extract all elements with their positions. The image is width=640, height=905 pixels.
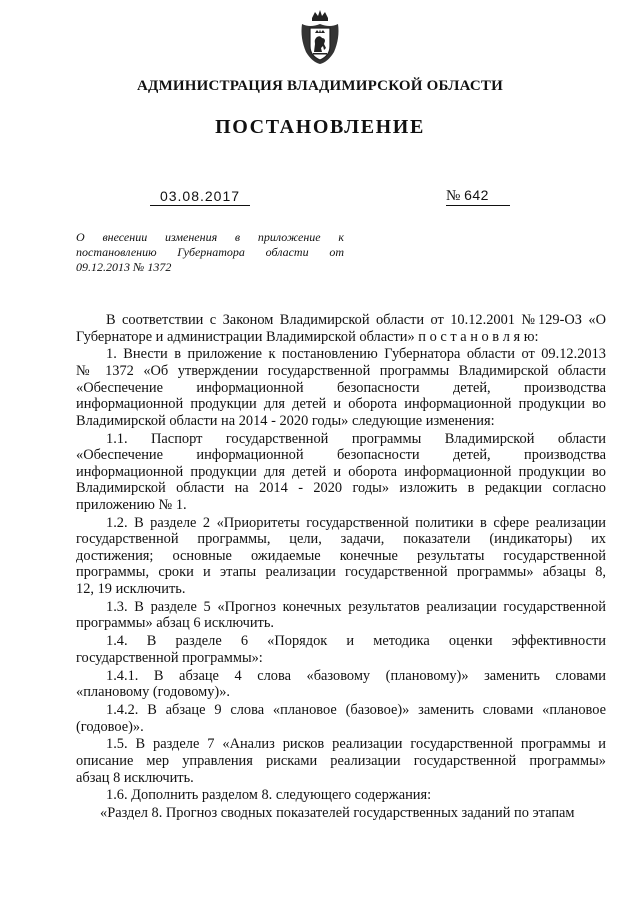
paragraph-item-1-4-2 <box>76 702 606 735</box>
paragraph-item-1-4-1 <box>76 668 606 701</box>
text-line: программы» абзац 6 исключить. <box>76 615 274 632</box>
text-line: 1.3. В разделе 5 «Прогноз конечных результатов реализации государственной <box>106 598 606 615</box>
paragraph-preamble <box>76 312 606 345</box>
text-line: 1.2. В разделе 2 «Приоритеты государственной политики в сфере реализации <box>106 514 606 531</box>
number-value: 642 <box>464 187 489 203</box>
text-line: «Обеспечение информационной безопасности детей, производства <box>76 447 606 464</box>
text-line: «Обеспечение информационной безопасности детей, производства <box>76 379 606 396</box>
text-line: 1. Внести в приложение к постановлению Губернатора области от 09.12.2013 <box>106 346 606 363</box>
document-body <box>76 312 606 823</box>
subject-line: О внесении изменения в приложение к <box>76 230 344 244</box>
text-line: «плановому (годовому)». <box>76 684 231 701</box>
paragraph-item-1-2 <box>76 515 606 598</box>
text-line: 1.4.1. В абзаце 4 слова «базовому (плановому)» заменить словами <box>106 667 606 684</box>
text-line: информационной продукции для детей и оборота информационной продукции во <box>76 396 606 413</box>
text-line: 1.4.2. В абзаце 9 слова «плановое (базовое)» заменить словами «плановое <box>106 701 606 718</box>
text-line: государственной программы»: <box>76 649 263 666</box>
text-line: достижения; основные ожидаемые конечные результаты государственной <box>76 547 606 564</box>
paragraph-item-1-4 <box>76 633 606 666</box>
text-line: 1.4. В разделе 6 «Порядок и методика оценки эффективности <box>106 633 606 650</box>
paragraph-section-8-quote <box>76 805 606 822</box>
number-sign: № <box>446 188 461 204</box>
text-line: № 1372 «Об утверждении государственной программы Владимирской области <box>76 362 606 379</box>
paragraph-item-1-5 <box>76 736 606 786</box>
document-subject <box>76 230 344 275</box>
text-line: 12, 19 исключить. <box>76 581 186 598</box>
subject-line: постановлению Губернатора области от <box>76 245 344 259</box>
text-line: программы, сроки и этапы реализации государственной программы» абзацы 8, <box>76 564 606 581</box>
text-line: абзац 8 исключить. <box>76 769 194 786</box>
text-line: описание мер управления рисками реализации государственной программы» <box>76 752 606 769</box>
text-line: (годовое)». <box>76 718 144 735</box>
organization-title: АДМИНИСТРАЦИЯ ВЛАДИМИРСКОЙ ОБЛАСТИ <box>137 78 503 94</box>
text-line: 1.5. В разделе 7 «Анализ рисков реализации государственной программы и <box>106 736 606 753</box>
text-line: приложению № 1. <box>76 496 187 513</box>
text-line: «Раздел 8. Прогноз сводных показателей государственных заданий по этапам <box>100 805 575 822</box>
paragraph-item-1-3 <box>76 599 606 632</box>
text-line: 1.6. Дополнить разделом 8. следующего содержания: <box>106 787 432 804</box>
text-line: Губернаторе и администрации Владимирской области» п о с т а н о в л я ю: <box>76 328 539 345</box>
text-line: Владимирской области на 2014 - 2020 годы» изложить в редакции согласно <box>76 480 606 497</box>
text-line: государственной программы, цели, задачи, показатели (индикаторы) их <box>76 531 606 548</box>
paragraph-item-1 <box>76 346 606 429</box>
document-number <box>446 186 510 206</box>
text-line: Владимирской области на 2014 - 2020 годы» следующие изменения: <box>76 412 495 429</box>
paragraph-item-1-6 <box>76 787 606 804</box>
text-line: 1.1. Паспорт государственной программы Владимирской области <box>106 430 606 447</box>
coat-of-arms-icon <box>298 8 342 66</box>
text-line: информационной продукции для детей и оборота информационной продукции во <box>76 463 606 480</box>
paragraph-item-1-1 <box>76 431 606 514</box>
text-line: В соответствии с Законом Владимирской области от 10.12.2001 №129-ОЗ «О <box>106 312 606 328</box>
subject-line: 09.12.2013 № 1372 <box>76 260 172 274</box>
document-type-title: ПОСТАНОВЛЕНИЕ <box>215 116 425 138</box>
document-date: 03.08.2017 <box>150 188 250 206</box>
